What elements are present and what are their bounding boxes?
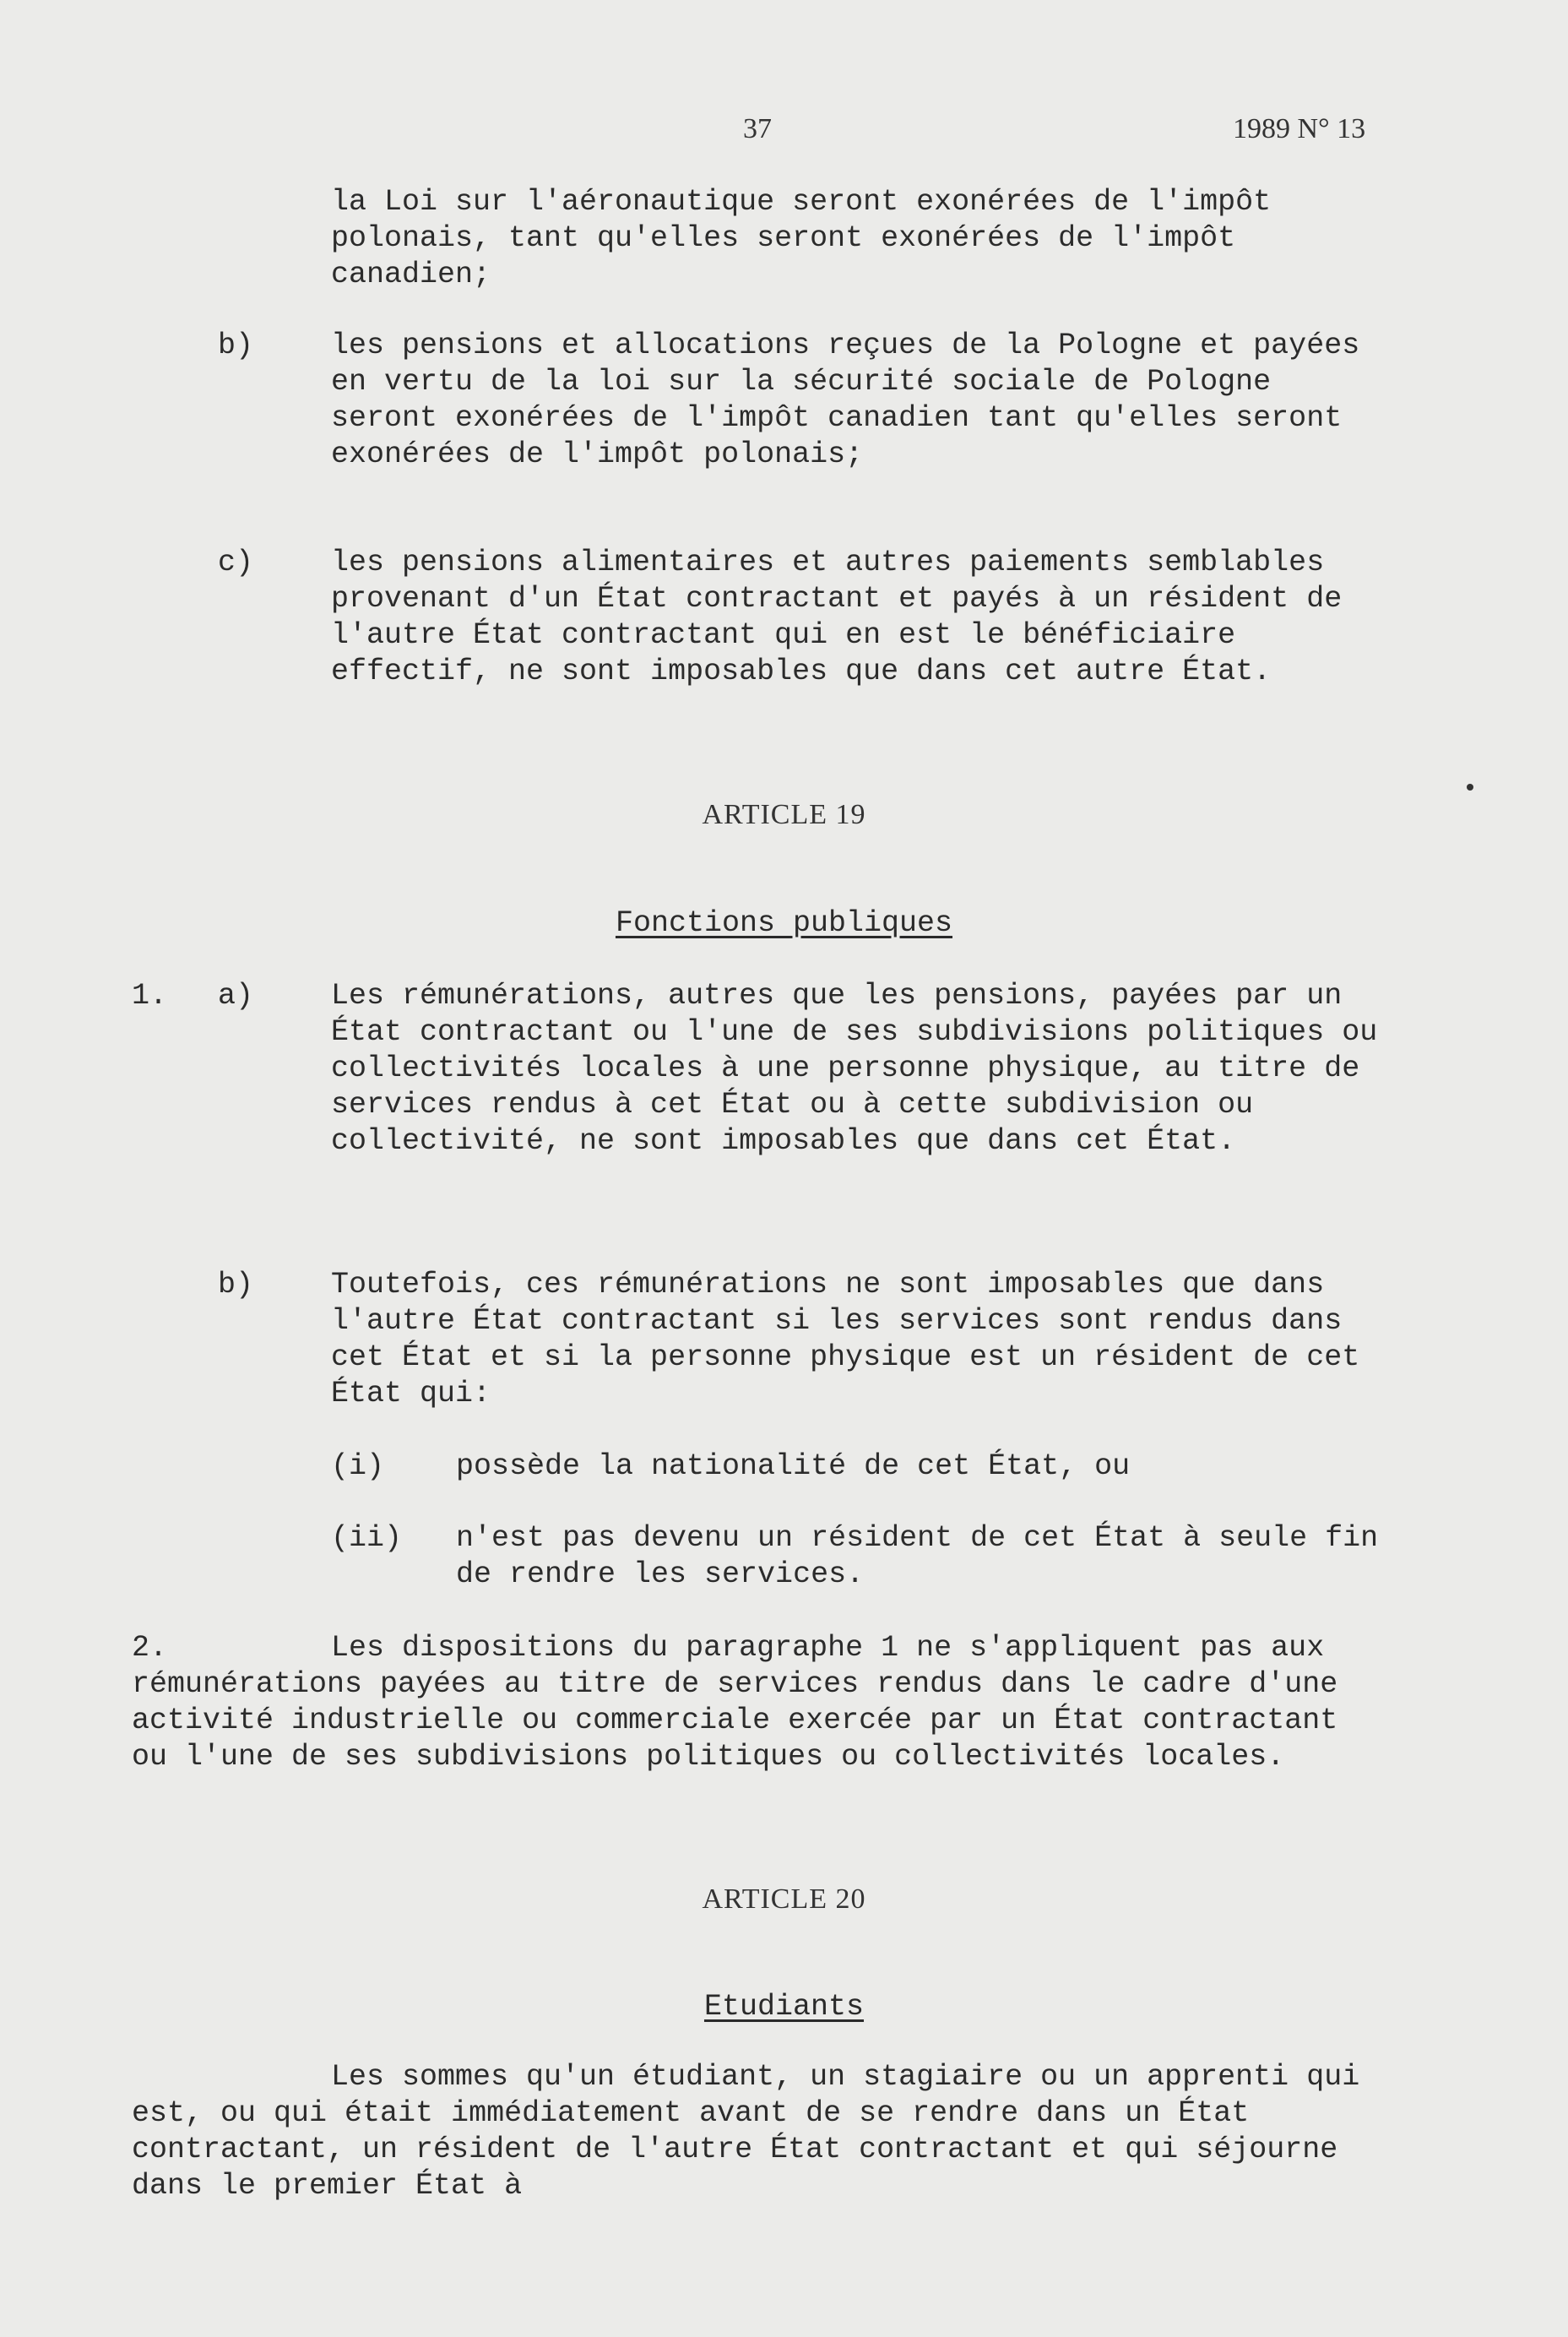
art19-para1a-text: Les rémunérations, autres que les pensions, payées par un État contractant ou l'une de ses subdivisions politiques ou collectivités locales à une personne physique, au titre de services rendus à cet État ou à cette subdivision ou collectivité, ne sont imposables que dans cet État. [331,979,1378,1158]
article-19-heading: ARTICLE 19 [702,799,866,830]
page-number: 37 [743,113,772,144]
issue-number: 1989 N° 13 [1233,113,1366,144]
art19-para1b-text: Toutefois, ces rémunérations ne sont imposables que dans l'autre État contractant si les services sont rendus dans cet État et si la personne physique est un résident de cet État qui: [331,1268,1360,1410]
item-b-label: b) [218,329,254,362]
art19-para1b-label: b) [218,1268,254,1302]
subitem-ii-label: (ii) [331,1521,403,1555]
art19-para2-number: 2. [132,1631,168,1665]
subitem-ii-text: n'est pas devenu un résident de cet État à seule fin de rendre les services. [456,1521,1379,1591]
item-c-text: les pensions alimentaires et autres paiements semblables provenant d'un État contractant et payés à un résident de l'autre État contractant qui en est le bénéficiaire effectif, ne sont imposables que dans cet autre État. [331,546,1343,688]
intro-paragraph: la Loi sur l'aéronautique seront exonérées de l'impôt polonais, tant qu'elles seront exonérées de l'impôt canadien; [331,185,1272,291]
item-c-label: c) [218,546,254,579]
article-20-subheading: Etudiants [703,1990,865,2024]
art20-paragraph: Les sommes qu'un étudiant, un stagiaire ou un apprenti qui est, ou qui était immédiatement avant de se rendre dans un État contractant, un résident de l'autre État contractant et qui séjourne dans le premier État à [132,2060,1360,2203]
item-b-text: les pensions et allocations reçues de la Pologne et payées en vertu de la loi sur la sécurité sociale de Pologne seront exonérées de l'impôt canadien tant qu'elles seront exonérées de l'impôt polonais; [331,329,1360,471]
subitem-i-text: possède la nationalité de cet État, ou [456,1449,1131,1483]
art19-para2-text: Les dispositions du paragraphe 1 ne s'appliquent pas aux rémunérations payées au titre de services rendus dans le cadre d'une activité industrielle ou commerciale exercée par un État contractant ou l'une de ses subdivisions politiques ou collectivités locales. [132,1631,1338,1774]
art19-para1-number: 1. [132,979,168,1013]
art19-para1a-label: a) [218,979,254,1013]
subitem-i-label: (i) [331,1449,385,1483]
article-19-subheading: Fonctions publiques [615,906,953,940]
article-20-heading: ARTICLE 20 [702,1883,866,1915]
stray-mark [1467,784,1473,791]
